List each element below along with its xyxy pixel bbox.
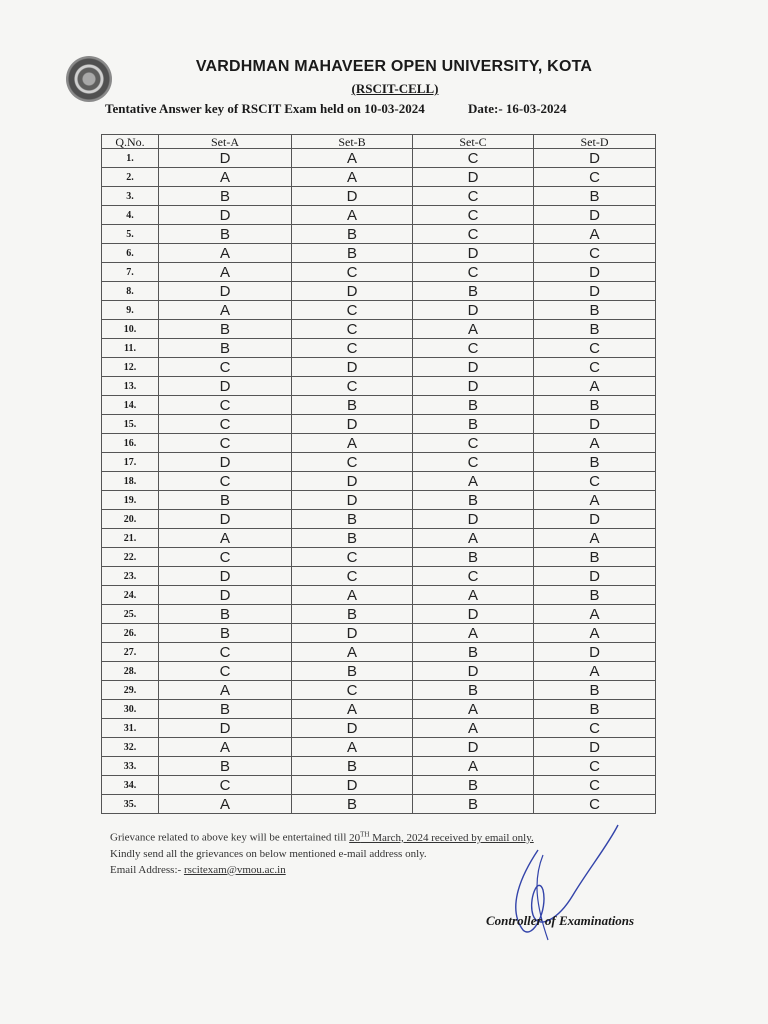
answer-set-c: B <box>413 795 534 814</box>
table-row <box>102 662 656 681</box>
answer-set-b: B <box>292 225 413 244</box>
university-title: VARDHMAN MAHAVEER OPEN UNIVERSITY, KOTA <box>195 58 593 75</box>
answer-set-c: D <box>413 510 534 529</box>
answer-set-a: D <box>159 586 292 605</box>
answer-set-b: C <box>292 301 413 320</box>
header-qno: Q.No. <box>102 135 159 149</box>
answer-set-d: C <box>534 358 656 377</box>
table-row <box>102 225 656 244</box>
answer-set-a: B <box>159 700 292 719</box>
answer-set-b: A <box>292 434 413 453</box>
table-row <box>102 681 656 700</box>
answer-set-a: C <box>159 358 292 377</box>
answer-set-a: D <box>159 453 292 472</box>
answer-set-a: D <box>159 567 292 586</box>
answer-set-d: A <box>534 225 656 244</box>
answer-set-c: C <box>413 187 534 206</box>
answer-set-d: D <box>534 263 656 282</box>
answer-set-c: D <box>413 377 534 396</box>
answer-set-b: A <box>292 643 413 662</box>
answer-set-c: D <box>413 168 534 187</box>
answer-set-d: C <box>534 168 656 187</box>
answer-set-c: A <box>413 624 534 643</box>
answer-set-b: A <box>292 738 413 757</box>
answer-set-c: C <box>413 225 534 244</box>
question-number: 32. <box>102 738 159 757</box>
answer-set-b: D <box>292 776 413 795</box>
answer-set-d: A <box>534 529 656 548</box>
answer-set-d: D <box>534 415 656 434</box>
answer-set-a: C <box>159 643 292 662</box>
table-row <box>102 453 656 472</box>
grievance-text: Grievance related to above key will be entertained till <box>110 831 350 844</box>
answer-set-b: B <box>292 244 413 263</box>
answer-set-c: A <box>413 757 534 776</box>
question-number: 16. <box>102 434 159 453</box>
answer-set-a: C <box>159 472 292 491</box>
answer-set-d: A <box>534 434 656 453</box>
grievance-day-suffix: TH <box>360 830 370 838</box>
answer-set-d: B <box>534 681 656 700</box>
table-row <box>102 548 656 567</box>
answer-set-a: A <box>159 529 292 548</box>
answer-set-a: A <box>159 681 292 700</box>
table-row <box>102 567 656 586</box>
table-row <box>102 339 656 358</box>
question-number: 23. <box>102 567 159 586</box>
answer-set-c: C <box>413 434 534 453</box>
answer-set-a: D <box>159 206 292 225</box>
table-row <box>102 700 656 719</box>
header-set-b: Set-B <box>292 135 413 149</box>
table-row <box>102 643 656 662</box>
question-number: 10. <box>102 320 159 339</box>
answer-set-c: B <box>413 776 534 795</box>
question-number: 35. <box>102 795 159 814</box>
table-row <box>102 529 656 548</box>
issue-date: Date:- 16-03-2024 <box>468 101 567 116</box>
question-number: 4. <box>102 206 159 225</box>
answer-set-a: C <box>159 776 292 795</box>
answer-set-b: C <box>292 263 413 282</box>
header-set-d: Set-D <box>534 135 656 149</box>
answer-set-c: C <box>413 567 534 586</box>
table-row <box>102 301 656 320</box>
answer-set-d: A <box>534 624 656 643</box>
question-number: 17. <box>102 453 159 472</box>
table-row <box>102 795 656 814</box>
answer-set-d: C <box>534 339 656 358</box>
answer-set-a: D <box>159 282 292 301</box>
answer-set-c: B <box>413 681 534 700</box>
cell-title: (RSCIT-CELL) <box>351 81 439 96</box>
answer-set-d: D <box>534 206 656 225</box>
answer-set-b: A <box>292 586 413 605</box>
answer-set-a: B <box>159 757 292 776</box>
question-number: 6. <box>102 244 159 263</box>
question-number: 5. <box>102 225 159 244</box>
answer-set-b: C <box>292 339 413 358</box>
question-number: 2. <box>102 168 159 187</box>
table-row <box>102 187 656 206</box>
answer-set-c: C <box>413 453 534 472</box>
answer-set-c: B <box>413 643 534 662</box>
answer-set-a: B <box>159 339 292 358</box>
answer-set-a: B <box>159 491 292 510</box>
question-number: 12. <box>102 358 159 377</box>
answer-set-a: D <box>159 719 292 738</box>
answer-set-c: A <box>413 472 534 491</box>
answer-set-b: B <box>292 510 413 529</box>
answer-set-c: C <box>413 263 534 282</box>
answer-set-a: C <box>159 548 292 567</box>
answer-set-a: C <box>159 662 292 681</box>
answer-set-a: A <box>159 244 292 263</box>
answer-set-b: C <box>292 567 413 586</box>
answer-set-a: C <box>159 415 292 434</box>
footer-notes <box>110 826 534 878</box>
email-link[interactable]: rscitexam@vmou.ac.in <box>183 863 286 876</box>
question-number: 11. <box>102 339 159 358</box>
answer-set-b: C <box>292 377 413 396</box>
answer-set-a: D <box>159 149 292 168</box>
answer-set-c: B <box>413 491 534 510</box>
answer-set-c: D <box>413 605 534 624</box>
question-number: 9. <box>102 301 159 320</box>
answer-set-c: A <box>413 700 534 719</box>
answer-set-d: B <box>534 548 656 567</box>
answer-set-b: D <box>292 719 413 738</box>
email-label: Email Address:- <box>110 863 184 876</box>
table-row <box>102 149 656 168</box>
answer-set-a: D <box>159 377 292 396</box>
question-number: 20. <box>102 510 159 529</box>
signature-icon <box>478 820 628 950</box>
answer-set-c: A <box>413 529 534 548</box>
answer-set-d: D <box>534 567 656 586</box>
signatory-title: Controller of Examinations <box>486 913 635 928</box>
answer-set-b: B <box>292 757 413 776</box>
answer-set-d: C <box>534 795 656 814</box>
answer-set-b: C <box>292 681 413 700</box>
question-number: 34. <box>102 776 159 795</box>
header-set-c: Set-C <box>413 135 534 149</box>
question-number: 24. <box>102 586 159 605</box>
answer-set-d: C <box>534 757 656 776</box>
answer-set-b: D <box>292 472 413 491</box>
question-number: 19. <box>102 491 159 510</box>
table-body <box>102 149 656 814</box>
question-number: 22. <box>102 548 159 567</box>
question-number: 14. <box>102 396 159 415</box>
answer-set-a: A <box>159 263 292 282</box>
grievance-instruction: Kindly send all the grievances on below mentioned e-mail address only. <box>110 847 427 860</box>
table-row <box>102 434 656 453</box>
table-row <box>102 320 656 339</box>
table-row <box>102 377 656 396</box>
answer-set-a: C <box>159 396 292 415</box>
answer-set-a: C <box>159 434 292 453</box>
answer-set-d: B <box>534 453 656 472</box>
table-row <box>102 396 656 415</box>
answer-set-c: C <box>413 339 534 358</box>
question-number: 29. <box>102 681 159 700</box>
answer-set-c: A <box>413 320 534 339</box>
table-row <box>102 586 656 605</box>
answer-set-a: A <box>159 301 292 320</box>
answer-set-c: A <box>413 586 534 605</box>
table-row <box>102 415 656 434</box>
grievance-day: 20 <box>349 831 361 844</box>
table-row <box>102 738 656 757</box>
question-number: 33. <box>102 757 159 776</box>
answer-key-table <box>101 134 656 814</box>
answer-set-b: D <box>292 491 413 510</box>
answer-set-b: C <box>292 548 413 567</box>
table-row <box>102 757 656 776</box>
answer-set-b: D <box>292 624 413 643</box>
answer-set-a: D <box>159 510 292 529</box>
answer-set-d: C <box>534 472 656 491</box>
answer-set-c: D <box>413 244 534 263</box>
answer-set-c: C <box>413 149 534 168</box>
answer-set-a: B <box>159 225 292 244</box>
answer-set-a: A <box>159 738 292 757</box>
answer-set-b: B <box>292 605 413 624</box>
answer-set-a: B <box>159 605 292 624</box>
answer-set-b: B <box>292 529 413 548</box>
answer-set-c: B <box>413 548 534 567</box>
answer-set-d: D <box>534 643 656 662</box>
question-number: 28. <box>102 662 159 681</box>
answer-set-c: C <box>413 206 534 225</box>
answer-set-d: A <box>534 491 656 510</box>
question-number: 25. <box>102 605 159 624</box>
grievance-deadline <box>110 826 534 846</box>
answer-set-d: A <box>534 377 656 396</box>
table-row <box>102 605 656 624</box>
email-line <box>110 862 534 878</box>
header-set-a: Set-A <box>159 135 292 149</box>
question-number: 15. <box>102 415 159 434</box>
answer-set-b: D <box>292 282 413 301</box>
question-number: 18. <box>102 472 159 491</box>
question-number: 30. <box>102 700 159 719</box>
table-row <box>102 263 656 282</box>
answer-set-d: B <box>534 301 656 320</box>
answer-set-c: B <box>413 415 534 434</box>
answer-set-d: B <box>534 700 656 719</box>
table-row <box>102 510 656 529</box>
answer-set-b: A <box>292 168 413 187</box>
answer-set-a: B <box>159 187 292 206</box>
answer-set-d: B <box>534 586 656 605</box>
answer-set-a: A <box>159 168 292 187</box>
table-row <box>102 358 656 377</box>
answer-set-d: D <box>534 510 656 529</box>
answer-set-c: D <box>413 662 534 681</box>
answer-set-d: A <box>534 605 656 624</box>
answer-set-d: B <box>534 396 656 415</box>
answer-set-b: B <box>292 662 413 681</box>
answer-set-c: D <box>413 738 534 757</box>
answer-set-b: B <box>292 396 413 415</box>
answer-set-b: D <box>292 187 413 206</box>
question-number: 3. <box>102 187 159 206</box>
answer-set-b: A <box>292 206 413 225</box>
question-number: 31. <box>102 719 159 738</box>
answer-set-d: B <box>534 320 656 339</box>
question-number: 26. <box>102 624 159 643</box>
answer-set-c: B <box>413 282 534 301</box>
answer-set-d: C <box>534 776 656 795</box>
question-number: 1. <box>102 149 159 168</box>
answer-set-d: C <box>534 719 656 738</box>
answer-set-b: D <box>292 415 413 434</box>
answer-set-c: D <box>413 358 534 377</box>
answer-set-b: D <box>292 358 413 377</box>
answer-set-d: D <box>534 149 656 168</box>
table-row <box>102 282 656 301</box>
table-row <box>102 244 656 263</box>
answer-set-a: A <box>159 795 292 814</box>
question-number: 8. <box>102 282 159 301</box>
question-number: 13. <box>102 377 159 396</box>
answer-set-c: B <box>413 396 534 415</box>
table-row <box>102 472 656 491</box>
table-row <box>102 206 656 225</box>
answer-set-d: B <box>534 187 656 206</box>
table-row <box>102 168 656 187</box>
answer-set-d: C <box>534 244 656 263</box>
answer-set-d: D <box>534 738 656 757</box>
answer-set-a: B <box>159 624 292 643</box>
answer-set-c: D <box>413 301 534 320</box>
answer-set-b: A <box>292 149 413 168</box>
answer-set-c: A <box>413 719 534 738</box>
grievance-month: March, 2024 received by email only. <box>369 831 534 844</box>
answer-set-a: B <box>159 320 292 339</box>
question-number: 7. <box>102 263 159 282</box>
table-row <box>102 719 656 738</box>
answer-set-b: A <box>292 700 413 719</box>
question-number: 21. <box>102 529 159 548</box>
table-row <box>102 776 656 795</box>
answer-set-b: C <box>292 320 413 339</box>
table-header-row <box>102 135 656 149</box>
question-number: 27. <box>102 643 159 662</box>
table-row <box>102 624 656 643</box>
answer-set-d: D <box>534 282 656 301</box>
table-row <box>102 491 656 510</box>
answer-set-b: C <box>292 453 413 472</box>
answer-set-b: B <box>292 795 413 814</box>
exam-subtitle: Tentative Answer key of RSCIT Exam held on 10-03-2024 <box>105 101 425 116</box>
answer-set-d: A <box>534 662 656 681</box>
